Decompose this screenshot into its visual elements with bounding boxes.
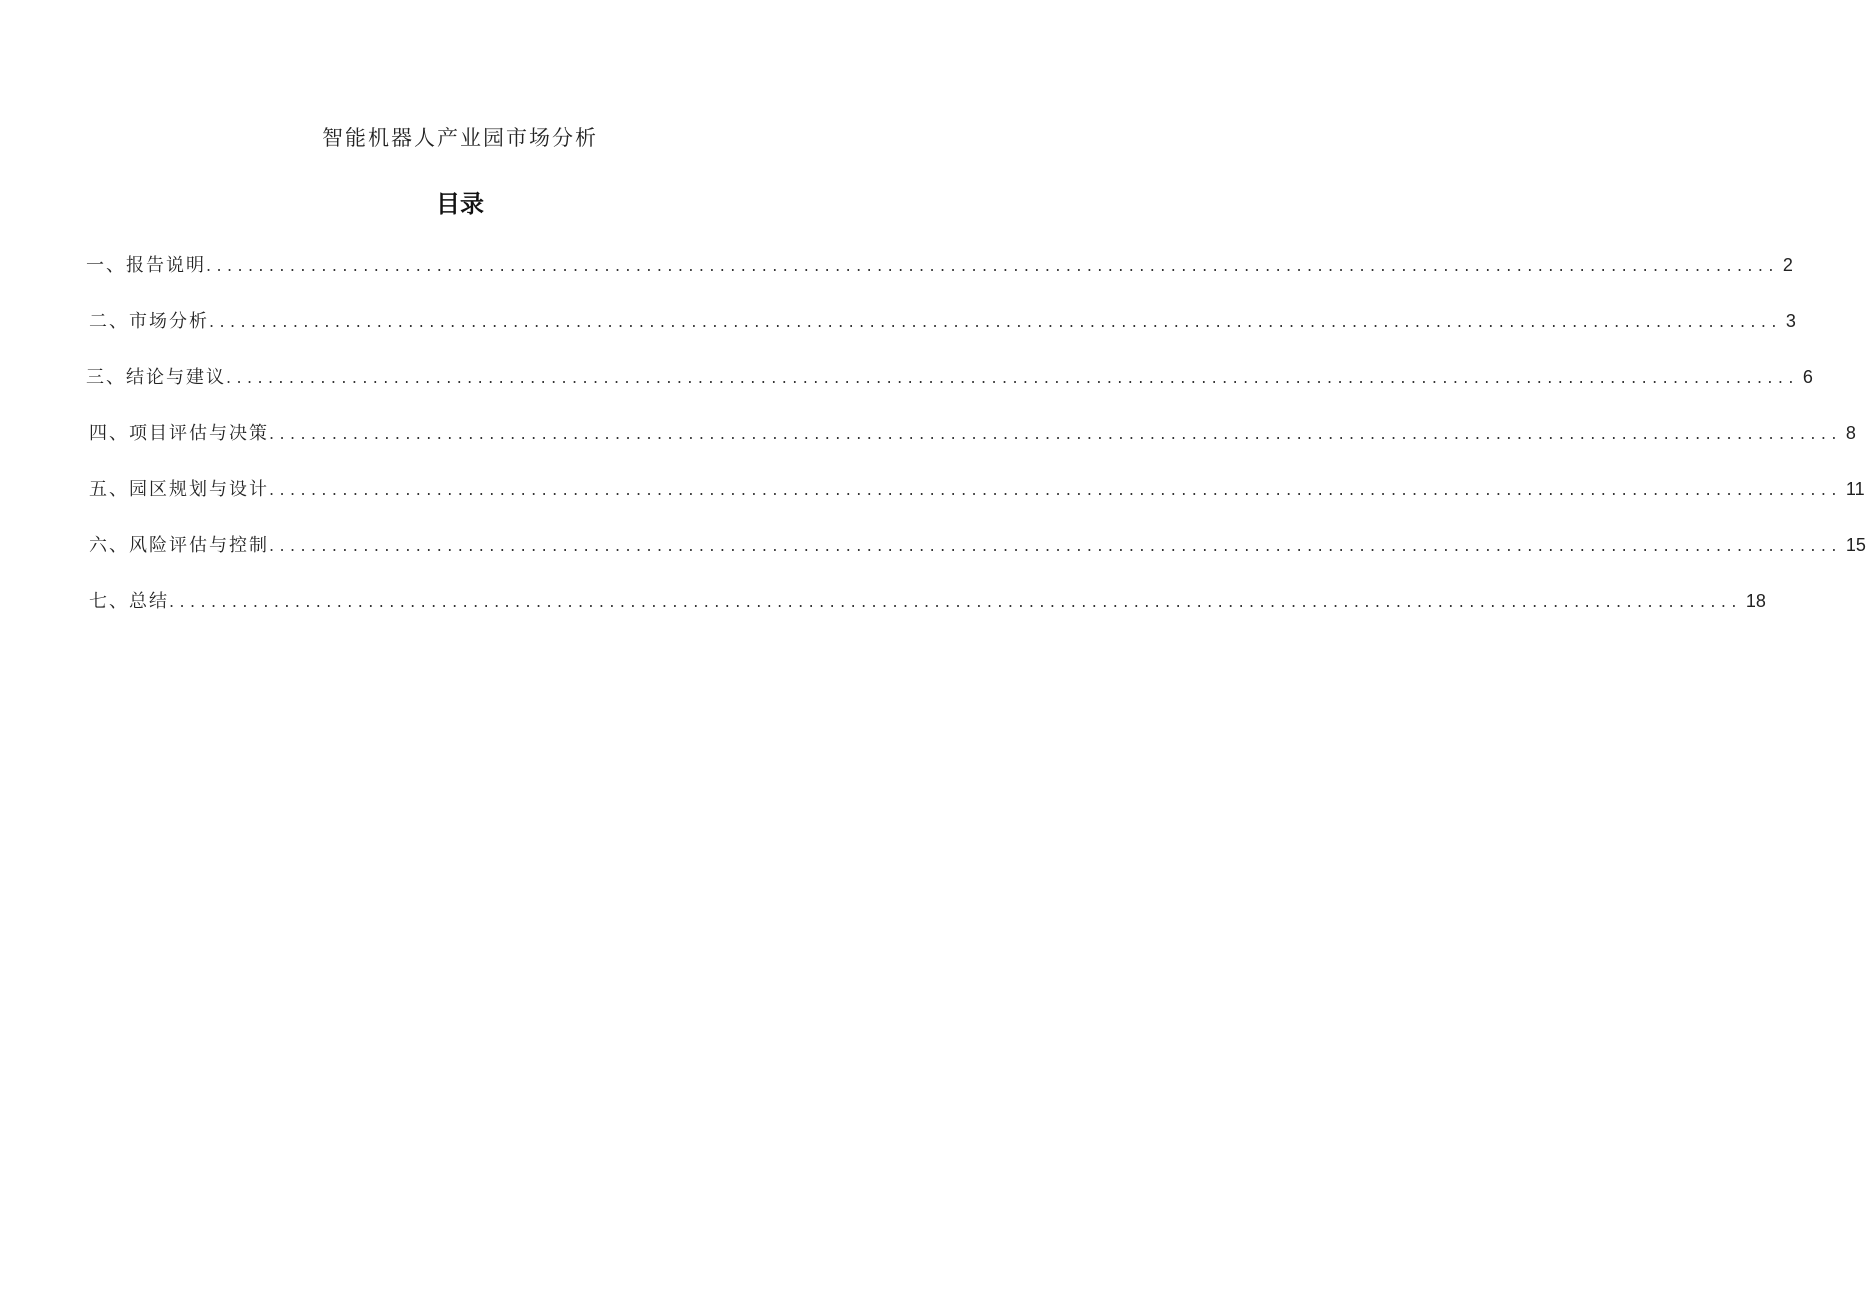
document-title: 智能机器人产业园市场分析 — [322, 126, 598, 150]
toc-dot-leader: ...................................................................................................................................................... — [169, 592, 1742, 611]
toc-dot-leader: ...................................................................................................................................................... — [269, 536, 1842, 555]
toc-entry-label: 七、总结 — [89, 591, 169, 612]
toc-entry-market-analysis[interactable] — [89, 307, 1796, 335]
toc-entry-conclusions[interactable] — [86, 363, 1813, 391]
toc-entry-page-number: 11 — [1845, 479, 1865, 499]
toc-heading: 目录 — [436, 190, 484, 218]
toc-entry-page-number: 8 — [1845, 423, 1856, 443]
toc-entry-page-number: 18 — [1745, 591, 1766, 611]
toc-entry-label: 六、风险评估与控制 — [89, 535, 269, 556]
toc-entry-page-number: 3 — [1785, 311, 1796, 331]
toc-entry-page-number: 6 — [1802, 367, 1813, 387]
toc-entry-page-number: 15 — [1845, 535, 1866, 555]
toc-entry-label: 三、结论与建议 — [86, 367, 226, 388]
toc-dot-leader: ...................................................................................................................................................... — [209, 312, 1782, 331]
toc-dot-leader: ...................................................................................................................................................... — [269, 424, 1842, 443]
toc-entry-park-planning[interactable] — [89, 475, 1865, 503]
toc-entry-label: 四、项目评估与决策 — [89, 423, 269, 444]
toc-entry-project-evaluation[interactable] — [89, 419, 1856, 447]
toc-dot-leader: ...................................................................................................................................................... — [269, 480, 1842, 499]
toc-entry-page-number: 2 — [1782, 255, 1793, 275]
toc-entry-label: 二、市场分析 — [89, 311, 209, 332]
toc-entry-label: 五、园区规划与设计 — [89, 479, 269, 500]
toc-entry-risk-assessment[interactable] — [89, 531, 1866, 559]
toc-entry-label: 一、报告说明 — [86, 255, 206, 276]
toc-dot-leader: ...................................................................................................................................................... — [206, 256, 1779, 275]
toc-dot-leader: ...................................................................................................................................................... — [226, 368, 1799, 387]
toc-entry-summary[interactable] — [89, 587, 1766, 615]
toc-entry-report-description[interactable] — [86, 251, 1793, 279]
